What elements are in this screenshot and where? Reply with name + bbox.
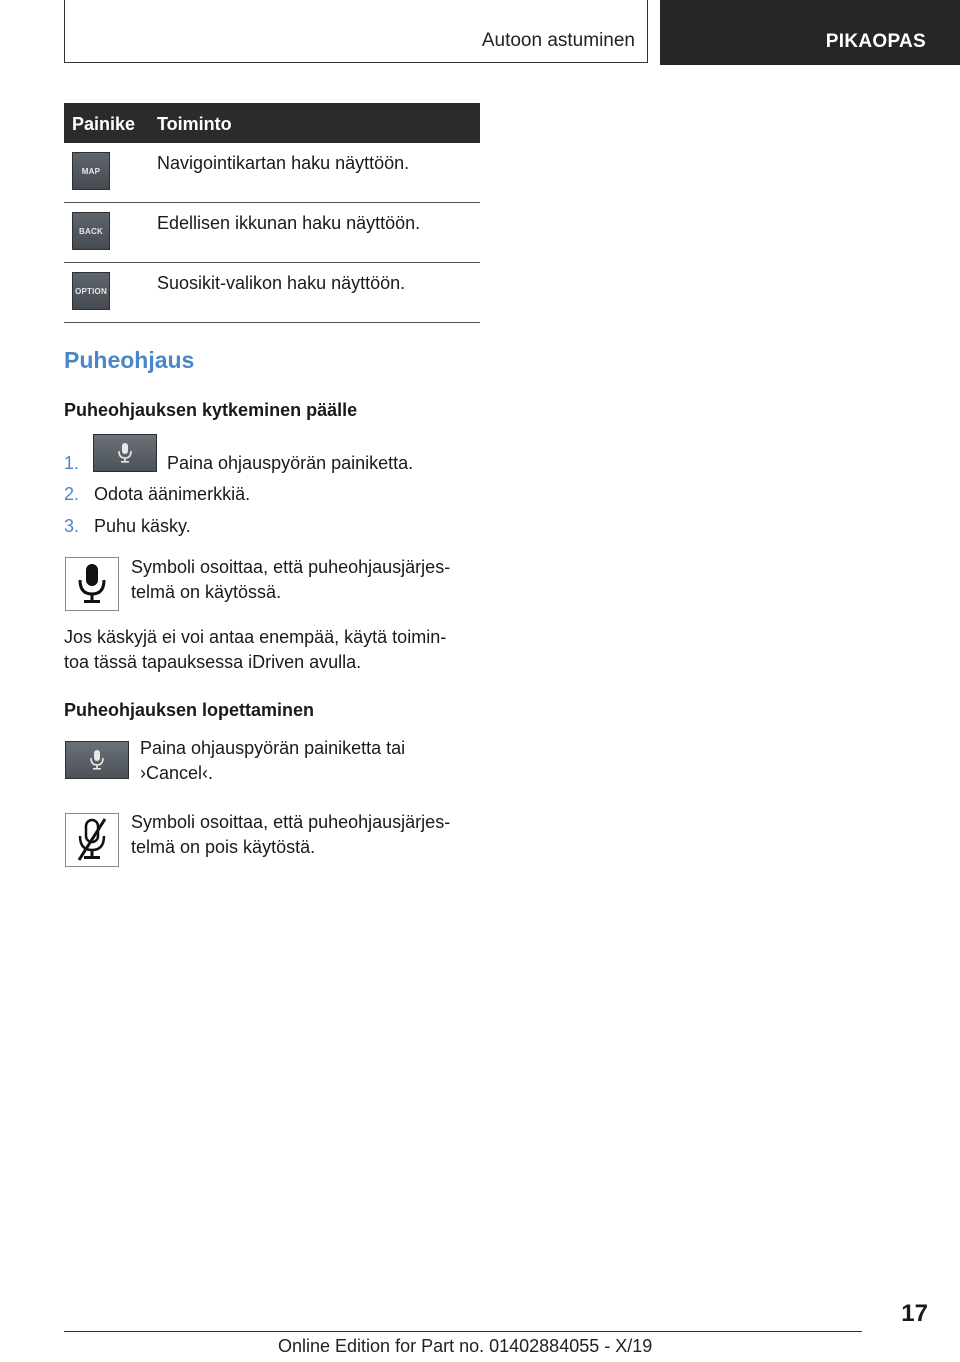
step-text: Paina ohjauspyörän painiketta. [167,453,414,473]
back-button-icon: BACK [72,212,110,250]
step-text: Puhu käsky. [94,516,191,536]
symbol-on-line: telmä on käytössä. [131,582,282,602]
microphone-button-icon [65,741,129,779]
step-text: Odota äänimerkkiä. [94,484,251,504]
microphone-active-icon [65,557,119,611]
section-heading-voice-control: Puheohjaus [64,347,195,373]
step-number: 2. [64,484,80,504]
page-number: 17 [901,1300,928,1327]
footer-divider [64,1331,862,1332]
microphone-muted-icon [65,813,119,867]
table-row [64,263,480,323]
subheading-voice-off: Puheohjauksen lopettaminen [64,700,315,720]
option-button-icon: OPTION [72,272,110,310]
note-line: Jos käskyjä ei voi antaa enempää, käytä toimin- [64,627,447,647]
table-header-button: Painike [72,114,136,134]
header-section-box [64,0,648,63]
note-line: toa tässä tapauksessa iDriven avulla. [64,652,362,672]
button-function-table [64,103,480,323]
table-cell-function: Suosikit-valikon haku näyttöön. [157,273,406,293]
symbol-off-description [131,810,450,860]
edition-text: Online Edition for Part no. 01402884055 - X/19 [278,1336,653,1356]
table-header-function: Toiminto [157,114,232,134]
microphone-button-icon [93,434,157,472]
voice-off-instruction [140,736,405,786]
subheading-voice-on: Puheohjauksen kytkeminen päälle [64,400,358,420]
symbol-on-description [131,555,450,605]
voice-off-line: ›Cancel‹. [140,763,214,783]
symbol-off-line: Symboli osoittaa, että puheohjausjärjes- [131,812,451,832]
table-cell-function: Edellisen ikkunan haku näyttöön. [157,213,421,233]
step-number: 1. [64,453,80,473]
map-button-icon: MAP [72,152,110,190]
table-cell-function: Navigointikartan haku näyttöön. [157,153,410,173]
symbol-on-line: Symboli osoittaa, että puheohjausjärjes- [131,557,451,577]
voice-off-line: Paina ohjauspyörän painiketta tai [140,738,406,758]
section-title: Autoon astuminen [481,30,635,51]
step-number: 3. [64,516,80,536]
table-row [64,203,480,263]
idrive-note [64,625,446,675]
table-row [64,143,480,203]
header-tab[interactable] [660,0,960,65]
symbol-off-line: telmä on pois käytöstä. [131,837,316,857]
header-tab-label: PIKAOPAS [825,31,926,52]
table-header [64,103,480,143]
